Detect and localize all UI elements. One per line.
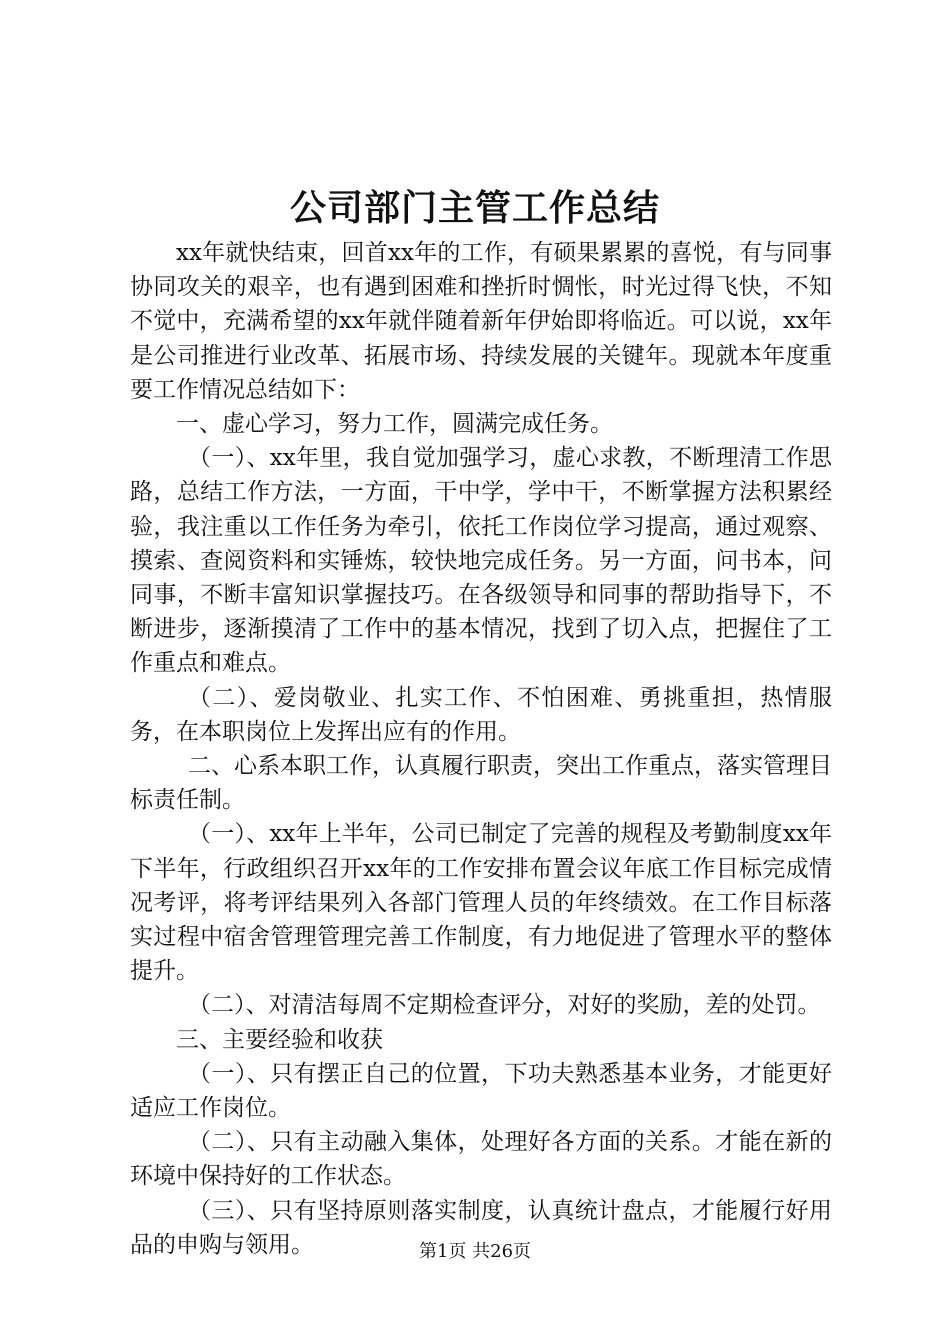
paragraph-3-1: （一）、只有摆正自己的位置，下功夫熟悉基本业务，才能更好适应工作岗位。 <box>130 1060 832 1122</box>
paragraph-1-1: （一）、xx年里，我自觉加强学习，虚心求教，不断理清工作思路，总结工作方法，一方面，干中学，学中干，不断掌握方法积累经验，我注重以工作任务为牵引，依托工作岗位学习提高，通过观察、摸索、查阅资料和实锤炼，较快地完成任务。另一方面，问书本，问同事，不断丰富知识掌握技巧。在各级领导和同事的帮助指导下，不断进步，逐渐摸清了工作中的基本情况，找到了切入点，把握住了工作重点和难点。 <box>130 445 832 677</box>
page-footer <box>0 1240 950 1264</box>
paragraph-3-2: （二）、只有主动融入集体，处理好各方面的关系。才能在新的环境中保持好的工作状态。 <box>130 1129 832 1190</box>
section-heading-2: 二、心系本职工作，认真履行职责，突出工作重点，落实管理目标责任制。 <box>130 753 832 814</box>
paragraph-2-2: （二）、对清洁每周不定期检查评分，对好的奖励，差的处罚。 <box>188 992 821 1019</box>
paragraph-2-1: （一）、xx年上半年，公司已制定了完善的规程及考勤制度xx年下半年，行政组织召开xx年的工作安排布置会议年底工作目标完成情况考评，将考评结果列入各部门管理人员的年终绩效。在工作目标落实过程中宿舍管理管理完善工作制度，有力地促进了管理水平的整体提升。 <box>130 821 832 985</box>
paragraph-1-2: （二）、爱岗敬业、扎实工作、不怕困难、勇挑重担，热情服务，在本职岗位上发挥出应有的作用。 <box>130 684 832 745</box>
section-heading-1: 一、虚心学习，努力工作，圆满完成任务。 <box>176 411 613 438</box>
page-total: 共26页 <box>472 1241 532 1262</box>
document-body <box>130 236 832 1262</box>
page-title: 公司部门主管工作总结 <box>289 188 660 229</box>
page-number: 第1页 <box>418 1241 467 1262</box>
paragraph-intro: xx年就快结束，回首xx年的工作，有硕果累累的喜悦，有与同事协同攻关的艰辛，也有遇到困难和挫折时惆怅，时光过得飞快，不知不觉中，充满希望的xx年就伴随着新年伊始即将临近。可以说，xx年是公司推进行业改革、拓展市场、持续发展的关键年。现就本年度重要工作情况总结如下： <box>130 240 832 403</box>
section-heading-3: 三、主要经验和收获 <box>176 1026 383 1053</box>
paragraph-3-3: （三）、只有坚持原则落实制度，认真统计盘点，才能履行好用品的申购与领用。 <box>130 1197 832 1258</box>
